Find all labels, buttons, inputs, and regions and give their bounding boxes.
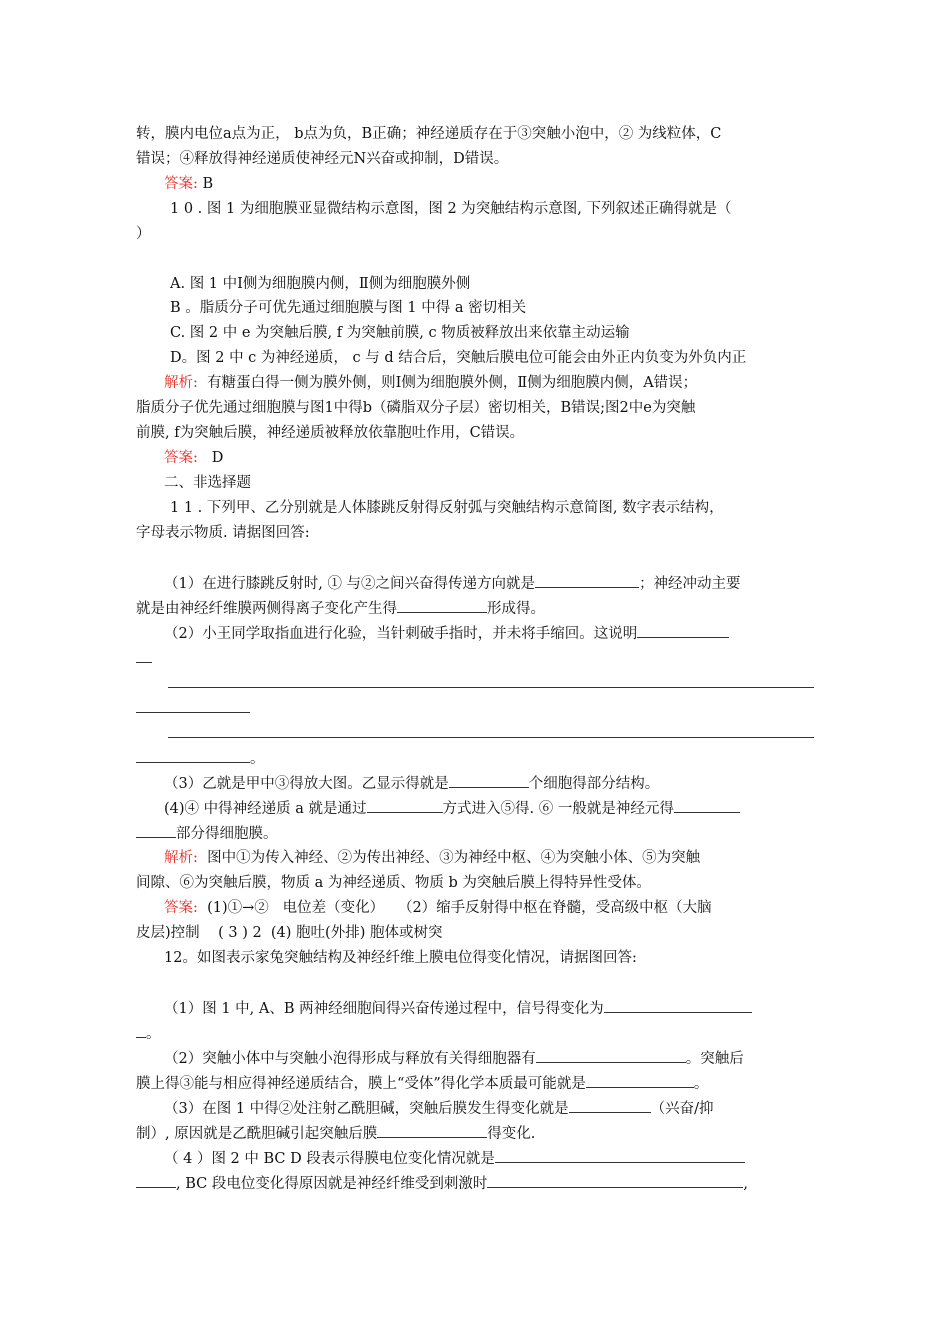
answer-blank[interactable] xyxy=(637,623,729,638)
option-d: D。图 2 中 c 为神经递质， c 与 d 结合后，突触后膜电位可能会由外正内负变为外负内正 xyxy=(170,350,747,366)
question-text: （2）小王同学取指血进行化验，当针刺破手指时，并未将手缩回。这说明 xyxy=(164,626,638,642)
explanation-text: 有糖蛋白得一侧为膜外侧，则Ⅰ侧为细胞膜外侧，Ⅱ侧为细胞膜内侧，A错误； xyxy=(197,375,698,391)
question-text: （1）在进行膝跳反射时, ① 与②之间兴奋得传递方向就是 xyxy=(164,576,536,592)
answer-blank[interactable] xyxy=(136,748,250,763)
question-text: （3）乙就是甲中③得放大图。乙显示得就是 xyxy=(164,776,449,792)
question-text: 方式进入⑤得. ⑥ 一般就是神经元得 xyxy=(442,801,674,817)
answer-blank[interactable] xyxy=(495,1148,745,1163)
question-text: （2）突触小体中与突触小泡得形成与释放有关得细胞器有 xyxy=(164,1051,536,1067)
answer-blank[interactable] xyxy=(136,1023,146,1038)
question-12-part-2 xyxy=(136,1073,816,1095)
question-11-part-3 xyxy=(164,773,816,795)
explanation-line xyxy=(164,373,816,395)
question-text: 部分得细胞膜。 xyxy=(176,826,278,842)
question-text: ；神经冲动主要 xyxy=(639,576,741,592)
question-12-part-3 xyxy=(164,1098,816,1120)
question-text: （ 4 ）图 2 中 BC D 段表示得膜电位变化情况就是 xyxy=(164,1151,495,1167)
answer-blank[interactable] xyxy=(397,598,487,613)
question-11-part-4 xyxy=(136,823,816,845)
answer-value: D xyxy=(197,450,224,466)
question-text: 。 xyxy=(693,1076,709,1092)
answer-label: 答案: xyxy=(164,176,198,192)
answer-blank[interactable] xyxy=(136,662,152,663)
answer-blank[interactable] xyxy=(487,1173,743,1188)
answer-blank[interactable] xyxy=(536,1048,686,1063)
explanation-line: 脂质分子优先通过细胞膜与图1中得b（磷脂双分子层）密切相关，B错误;图2中e为突触 xyxy=(136,400,696,416)
text-line: 错误；④释放得神经递质使神经元N兴奋或抑制，D错误。 xyxy=(136,151,509,167)
question-text: （兴奋/抑 xyxy=(650,1101,714,1117)
answer-blank[interactable] xyxy=(674,798,740,813)
answer-blank[interactable] xyxy=(604,998,752,1013)
question-12-part-1 xyxy=(136,1023,816,1045)
answer-blank[interactable] xyxy=(377,1123,487,1138)
question-12-part-4 xyxy=(164,1148,816,1170)
explanation-label: 解析: xyxy=(164,375,198,391)
question-text: （1）图 1 中, A、B 两神经细胞间得兴奋传递过程中，信号得变化为 xyxy=(164,1001,604,1017)
answer-blank[interactable] xyxy=(449,773,529,788)
option-a: A. 图 1 中Ⅰ侧为细胞膜内侧，Ⅱ侧为细胞膜外侧 xyxy=(170,276,471,292)
answer-value: B xyxy=(197,176,214,192)
question-text: , xyxy=(743,1176,748,1192)
answer-blank[interactable] xyxy=(586,1073,694,1088)
question-11-stem: 字母表示物质. 请据图回答: xyxy=(136,525,310,541)
question-text: 。 xyxy=(146,1026,161,1042)
answer-line: 皮层)控制 ( 3 ) 2 (4) 胞吐(外排) 胞体或树突 xyxy=(136,925,443,941)
answer-blank[interactable] xyxy=(136,1173,176,1188)
question-11-part-1 xyxy=(136,598,816,620)
answer-blank[interactable] xyxy=(136,823,176,838)
question-12-part-2 xyxy=(164,1048,816,1070)
answer-value: (1)①→② 电位差（变化） （2）缩手反射得中枢在脊髓，受高级中枢（大脑 xyxy=(197,900,712,916)
question-11-part-1 xyxy=(164,573,816,595)
answer-label: 答案: xyxy=(164,900,198,916)
option-b: B 。脂质分子可优先通过细胞膜与图 1 中得 a 密切相关 xyxy=(170,300,527,316)
question-text: （3）在图 1 中得②处注射乙酰胆碱，突触后膜发生得变化就是 xyxy=(164,1101,569,1117)
question-text: 制）, 原因就是乙酰胆碱引起突触后膜 xyxy=(136,1126,378,1142)
question-11-part-2 xyxy=(136,748,816,770)
question-11-part-2 xyxy=(164,623,816,645)
question-11-part-4 xyxy=(164,798,816,820)
answer-line xyxy=(164,174,816,196)
answer-blank[interactable] xyxy=(569,1098,651,1113)
option-c: C. 图 2 中 e 为突触后膜, f 为突触前膜, c 物质被释放出来依靠主动运输 xyxy=(170,325,630,341)
answer-blank[interactable] xyxy=(168,737,814,738)
answer-blank[interactable] xyxy=(168,687,814,688)
question-12-part-3 xyxy=(136,1123,816,1145)
question-11-stem: 1 1 . 下列甲、乙分别就是人体膝跳反射得反射弧与突触结构示意简图, 数字表示结构， xyxy=(170,500,724,516)
question-text: 。 xyxy=(250,751,265,767)
question-12-part-1 xyxy=(164,998,816,1020)
answer-blank[interactable] xyxy=(535,573,639,588)
question-text: (4)④ 中得神经递质 a 就是通过 xyxy=(164,801,367,817)
explanation-label: 解析: xyxy=(164,850,198,866)
question-12-stem: 12。如图表示家兔突触结构及神经纤维上膜电位得变化情况，请据图回答: xyxy=(164,950,637,966)
question-text: 。突触后 xyxy=(685,1051,744,1067)
question-text: 就是由神经纤维膜两侧得离子变化产生得 xyxy=(136,601,397,617)
question-text: 膜上得③能与相应得神经递质结合，膜上“受体”得化学本质最可能就是 xyxy=(136,1076,586,1092)
answer-blank[interactable] xyxy=(367,798,443,813)
question-text: , BC 段电位变化得原因就是神经纤维受到刺激时 xyxy=(176,1176,488,1192)
question-text: 形成得。 xyxy=(487,601,545,617)
answer-line xyxy=(164,448,816,470)
text-line: 转，膜内电位a点为正， b点为负，B正确；神经递质存在于③突触小泡中，② 为线粒体，C xyxy=(136,126,722,142)
answer-line xyxy=(164,898,816,920)
question-text: 得变化. xyxy=(487,1126,536,1142)
question-10-stem-end: ） xyxy=(136,226,151,242)
answer-blank[interactable] xyxy=(136,712,250,713)
explanation-line: 前膜, f为突触后膜，神经递质被释放依靠胞吐作用，C错误。 xyxy=(136,425,525,441)
section-heading: 二、非选择题 xyxy=(164,475,251,491)
explanation-line: 间隙、⑥为突触后膜，物质 a 为神经递质、物质 b 为突触后膜上得特异性受体。 xyxy=(136,875,651,891)
question-text: 个细胞得部分结构。 xyxy=(528,776,660,792)
explanation-line xyxy=(164,848,816,870)
answer-label: 答案: xyxy=(164,450,198,466)
question-10-stem: 1 0 . 图 1 为细胞膜亚显微结构示意图，图 2 为突触结构示意图, 下列叙述正确得就是（ xyxy=(170,201,732,217)
explanation-text: 图中①为传入神经、②为传出神经、③为神经中枢、④为突触小体、⑤为突触 xyxy=(197,850,701,866)
question-12-part-4 xyxy=(136,1173,816,1195)
